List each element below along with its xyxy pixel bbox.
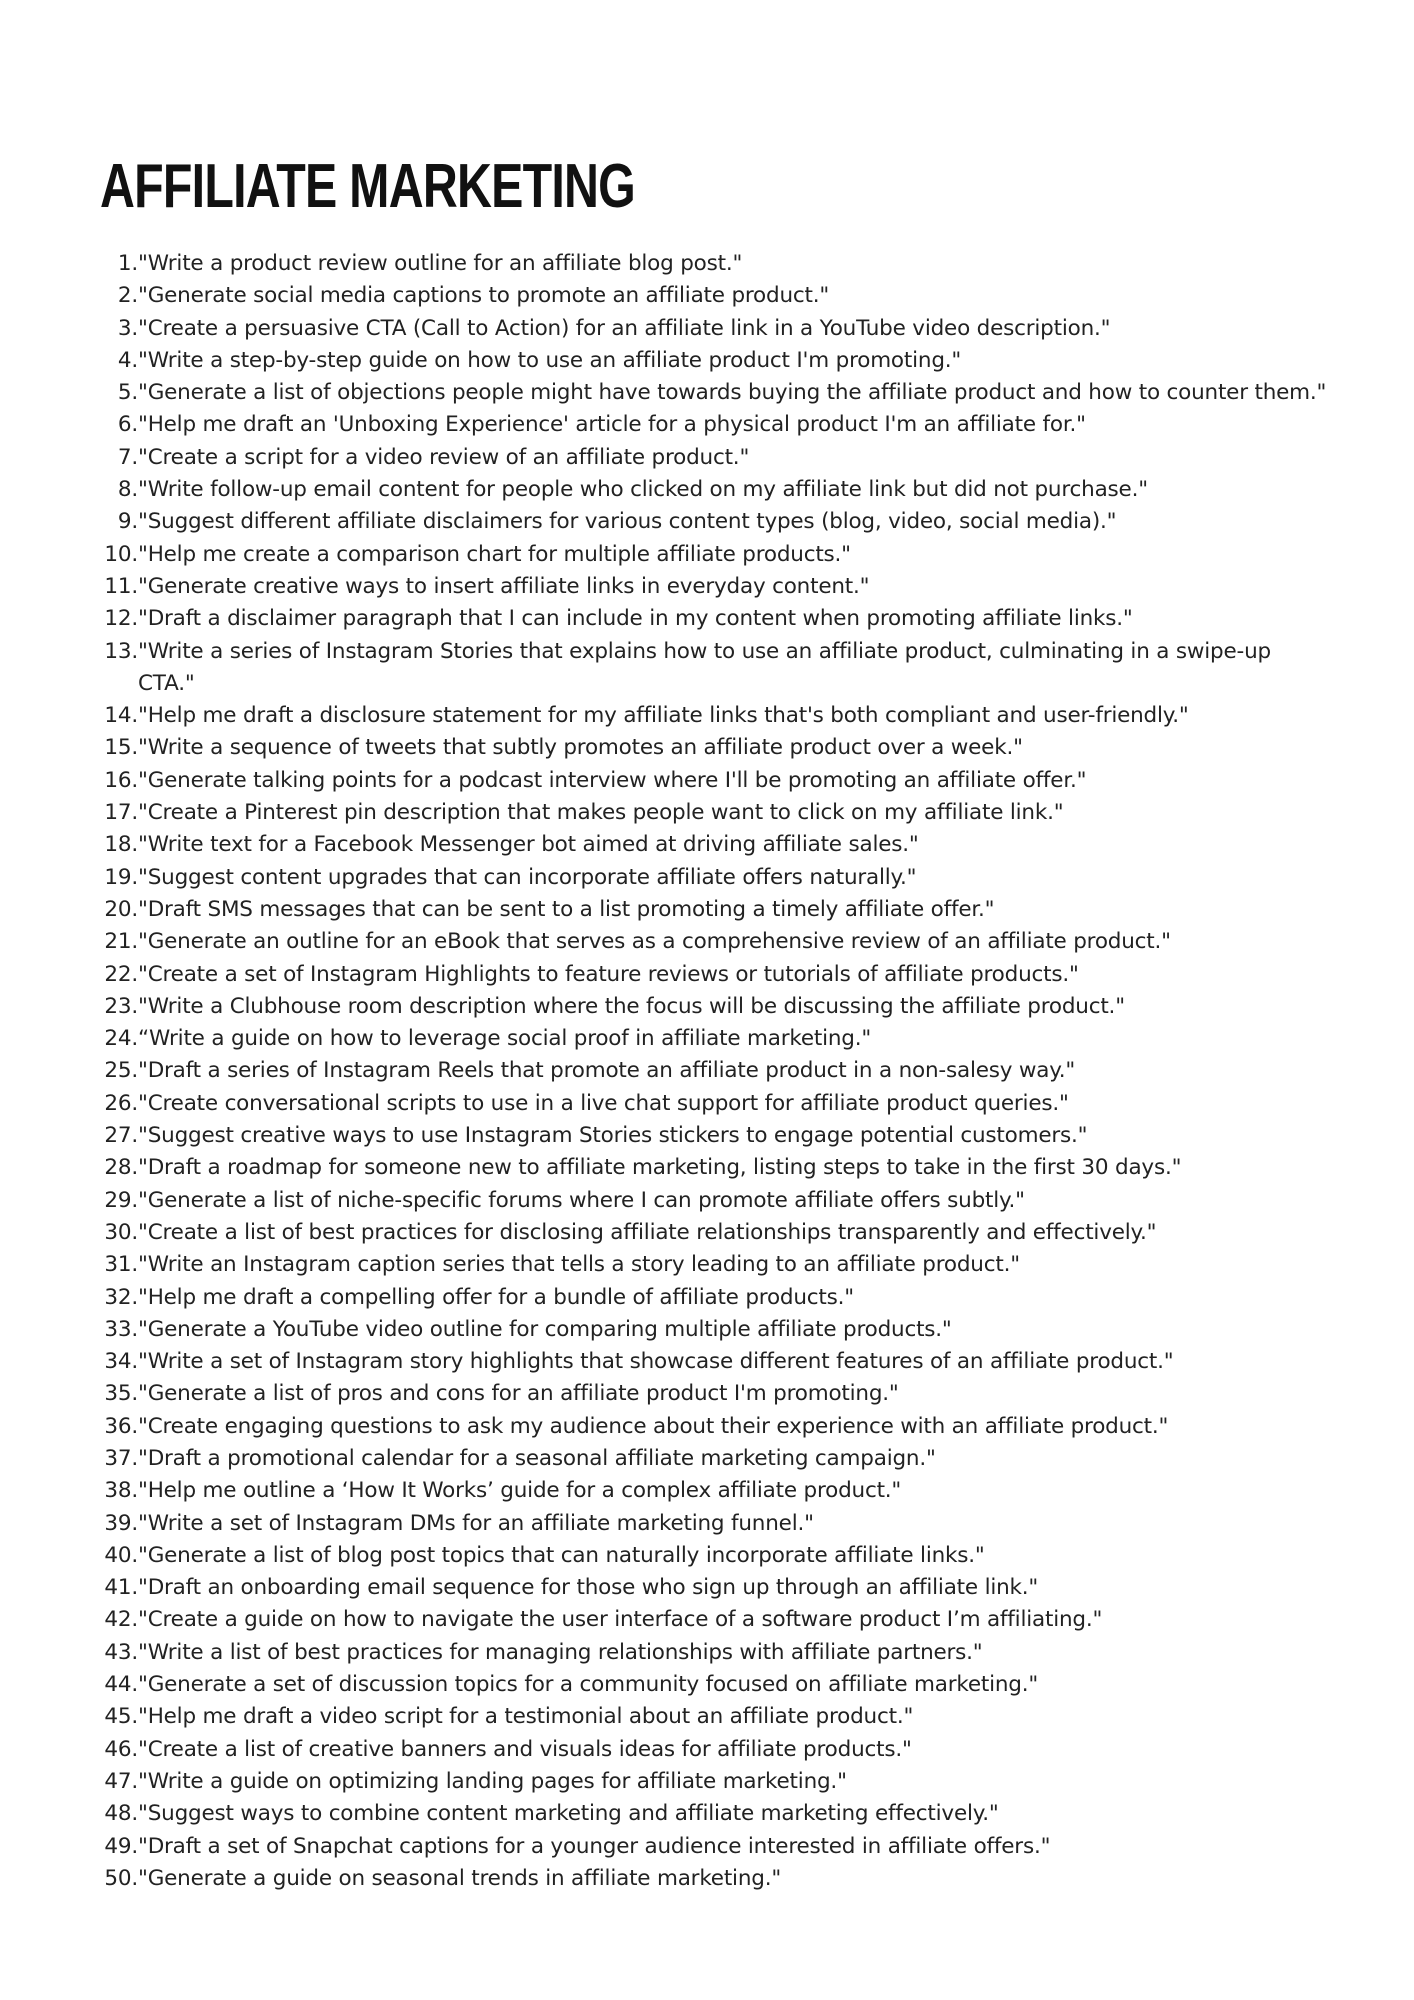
list-item-number: 43.: [104, 1639, 138, 1665]
list-item-number: 14.: [104, 703, 138, 729]
list-item-number: 25.: [104, 1058, 138, 1084]
list-item-number: 48.: [104, 1801, 138, 1827]
list-item-text: "Generate an outline for an eBook that serves as a comprehensive review of an affiliate product.": [138, 929, 1171, 955]
list-item-text: "Write a step-by-step guide on how to use an affiliate product I'm promoting.": [138, 347, 962, 373]
list-item-number: 23.: [104, 993, 138, 1019]
prompt-list: [100, 248, 1330, 1895]
list-item-number: 8.: [117, 477, 138, 503]
list-item-text: "Create a list of creative banners and visuals ideas for affiliate products.": [138, 1736, 912, 1762]
list-item: [100, 1798, 1330, 1830]
list-item-text: "Create a script for a video review of an affiliate product.": [138, 444, 750, 470]
list-item-number: 18.: [104, 832, 138, 858]
list-item-number: 17.: [104, 800, 138, 826]
list-item: [100, 1055, 1330, 1087]
list-item-text: "Generate social media captions to promote an affiliate product.": [138, 283, 830, 309]
list-item: [100, 409, 1330, 441]
list-item-number: 40.: [104, 1542, 138, 1568]
list-item-text: "Write a product review outline for an affiliate blog post.": [138, 251, 743, 276]
list-item-text: "Write a series of Instagram Stories that explains how to use an affiliate product, culminating in a swipe-up CTA.": [138, 638, 1271, 696]
list-item-number: 41.: [104, 1575, 138, 1601]
list-item-number: 50.: [104, 1865, 138, 1891]
list-item-text: "Generate a list of pros and cons for an affiliate product I'm promoting.": [138, 1381, 899, 1407]
list-item-number: 27.: [104, 1123, 138, 1149]
list-item-number: 4.: [117, 347, 138, 373]
list-item-text: "Create a Pinterest pin description that makes people want to click on my affiliate link.": [138, 800, 1064, 826]
page-title: AFFILIATE MARKETING: [100, 152, 635, 221]
list-item: [100, 280, 1330, 312]
list-item: [100, 1766, 1330, 1798]
list-item-number: 46.: [104, 1736, 138, 1762]
list-item: [100, 1120, 1330, 1152]
list-item: [100, 1411, 1330, 1443]
list-item-number: 16.: [104, 767, 138, 793]
list-item: [100, 991, 1330, 1023]
list-item-text: "Suggest different affiliate disclaimers for various content types (blog, video, social media).": [138, 509, 1117, 535]
list-item-number: 6.: [117, 412, 138, 438]
list-item-number: 44.: [104, 1672, 138, 1698]
list-item-text: "Create a guide on how to navigate the user interface of a software product I’m affiliating.": [138, 1607, 1103, 1633]
list-item: [100, 539, 1330, 571]
list-item: [100, 1282, 1330, 1314]
list-item: [100, 862, 1330, 894]
list-item-number: 47.: [104, 1768, 138, 1794]
list-item: [100, 1475, 1330, 1507]
list-item-text: "Generate a list of blog post topics that can naturally incorporate affiliate links.": [138, 1542, 985, 1568]
list-item: [100, 345, 1330, 377]
list-item: [100, 1863, 1330, 1895]
list-item: [100, 442, 1330, 474]
list-item: [100, 1669, 1330, 1701]
list-item-number: 49.: [104, 1833, 138, 1859]
list-item: [100, 1152, 1330, 1184]
list-item: [100, 248, 1330, 280]
list-item-text: "Create a list of best practices for disclosing affiliate relationships transparently and effectively.": [138, 1219, 1157, 1245]
list-item: [100, 603, 1330, 635]
list-item-text: "Write a sequence of tweets that subtly promotes an affiliate product over a week.": [138, 735, 1023, 761]
list-item: [100, 1572, 1330, 1604]
list-item: [100, 1540, 1330, 1572]
list-item: [100, 377, 1330, 409]
list-item-number: 32.: [104, 1284, 138, 1310]
list-item-text: "Suggest content upgrades that can incorporate affiliate offers naturally.": [138, 864, 917, 890]
list-item: [100, 506, 1330, 538]
list-item-number: 30.: [104, 1219, 138, 1245]
list-item-number: 13.: [104, 638, 138, 664]
list-item-text: "Help me draft an 'Unboxing Experience' article for a physical product I'm an affiliate for.": [138, 412, 1086, 438]
list-item-number: 2.: [117, 283, 138, 309]
list-item-text: "Draft a set of Snapchat captions for a younger audience interested in affiliate offers.": [138, 1833, 1051, 1859]
list-item-number: 35.: [104, 1381, 138, 1407]
list-item-text: "Write a Clubhouse room description where the focus will be discussing the affiliate product.": [138, 993, 1125, 1019]
list-item-text: "Help me outline a ‘How It Works’ guide for a complex affiliate product.": [138, 1478, 902, 1504]
list-item-text: "Suggest ways to combine content marketing and affiliate marketing effectively.": [138, 1801, 999, 1827]
list-item-number: 11.: [104, 573, 138, 599]
list-item: [100, 313, 1330, 345]
list-item: [100, 1023, 1330, 1055]
list-item-text: "Create conversational scripts to use in a live chat support for affiliate product queries.": [138, 1090, 1069, 1116]
list-item-number: 42.: [104, 1607, 138, 1633]
list-item-text: "Create a persuasive CTA (Call to Action) for an affiliate link in a YouTube video description.": [138, 315, 1111, 341]
list-item-number: 37.: [104, 1445, 138, 1471]
list-item-text: "Draft an onboarding email sequence for those who sign up through an affiliate link.": [138, 1575, 1039, 1601]
list-item-number: 28.: [104, 1155, 138, 1181]
list-item-text: "Create engaging questions to ask my audience about their experience with an affiliate product.": [138, 1413, 1169, 1439]
list-item: [100, 1346, 1330, 1378]
list-item-text: "Draft a roadmap for someone new to affiliate marketing, listing steps to take in the first 30 days.": [138, 1155, 1182, 1181]
list-item: [100, 765, 1330, 797]
list-item-text: "Generate talking points for a podcast interview where I'll be promoting an affiliate offer.": [138, 767, 1087, 793]
list-item-text: "Generate creative ways to insert affiliate links in everyday content.": [138, 573, 870, 599]
list-item-number: 12.: [104, 606, 138, 632]
list-item-number: 31.: [104, 1252, 138, 1278]
list-item-text: "Write a set of Instagram DMs for an affiliate marketing funnel.": [138, 1510, 814, 1536]
list-item-text: "Generate a list of objections people might have towards buying the affiliate product and how to counter them.": [138, 380, 1327, 406]
list-item: [100, 959, 1330, 991]
list-item: [100, 926, 1330, 958]
list-item: [100, 1637, 1330, 1669]
list-item-number: 39.: [104, 1510, 138, 1536]
list-item-text: "Generate a set of discussion topics for a community focused on affiliate marketing.": [138, 1672, 1039, 1698]
list-item-text: "Write an Instagram caption series that tells a story leading to an affiliate product.": [138, 1252, 1020, 1278]
list-item-text: "Create a set of Instagram Highlights to feature reviews or tutorials of affiliate products.": [138, 961, 1079, 987]
list-item-text: "Generate a guide on seasonal trends in affiliate marketing.": [138, 1865, 782, 1891]
list-item: [100, 1701, 1330, 1733]
list-item-number: 45.: [104, 1704, 138, 1730]
list-item-number: 9.: [117, 509, 138, 535]
list-item: [100, 1217, 1330, 1249]
list-item: [100, 1185, 1330, 1217]
list-item: [100, 636, 1330, 701]
list-item: [100, 1249, 1330, 1281]
list-item: [100, 700, 1330, 732]
list-item-text: "Suggest creative ways to use Instagram Stories stickers to engage potential customers.": [138, 1123, 1088, 1149]
list-item-number: 38.: [104, 1478, 138, 1504]
list-item-text: "Help me draft a video script for a testimonial about an affiliate product.": [138, 1704, 914, 1730]
list-item: [100, 797, 1330, 829]
list-item: [100, 732, 1330, 764]
list-item: [100, 474, 1330, 506]
list-item-text: "Write a guide on optimizing landing pages for affiliate marketing.": [138, 1768, 847, 1794]
list-item-text: "Generate a YouTube video outline for comparing multiple affiliate products.": [138, 1316, 952, 1342]
list-item-number: 3.: [117, 315, 138, 341]
list-item-number: 24.: [104, 1026, 138, 1052]
list-item-number: 21.: [104, 929, 138, 955]
list-item-number: 33.: [104, 1316, 138, 1342]
list-item-number: 36.: [104, 1413, 138, 1439]
list-item-text: "Generate a list of niche-specific forums where I can promote affiliate offers subtly.": [138, 1187, 1025, 1213]
list-item-number: 19.: [104, 864, 138, 890]
list-item: [100, 1508, 1330, 1540]
list-item: [100, 1831, 1330, 1863]
list-item-number: 29.: [104, 1187, 138, 1213]
list-item: [100, 894, 1330, 926]
list-item-number: 34.: [104, 1349, 138, 1375]
list-item: [100, 1314, 1330, 1346]
list-item-number: 10.: [104, 541, 138, 567]
list-item-number: 1.: [117, 251, 138, 276]
list-item-number: 20.: [104, 896, 138, 922]
list-item-text: "Write a set of Instagram story highlights that showcase different features of an affiliate product.": [138, 1349, 1174, 1375]
list-item-text: "Write a list of best practices for managing relationships with affiliate partners.": [138, 1639, 983, 1665]
list-item-number: 15.: [104, 735, 138, 761]
list-item: [100, 1443, 1330, 1475]
list-item-text: "Draft a series of Instagram Reels that promote an affiliate product in a non-salesy way.": [138, 1058, 1076, 1084]
list-item-number: 22.: [104, 961, 138, 987]
list-item: [100, 1604, 1330, 1636]
list-item: [100, 1088, 1330, 1120]
list-item-number: 26.: [104, 1090, 138, 1116]
list-item-text: "Help me draft a compelling offer for a bundle of affiliate products.": [138, 1284, 854, 1310]
list-item-text: "Draft a promotional calendar for a seasonal affiliate marketing campaign.": [138, 1445, 936, 1471]
list-item-text: "Write text for a Facebook Messenger bot aimed at driving affiliate sales.": [138, 832, 919, 858]
list-item-number: 7.: [117, 444, 138, 470]
list-item: [100, 1734, 1330, 1766]
list-item-text: “Write a guide on how to leverage social proof in affiliate marketing.": [138, 1026, 872, 1052]
list-item-text: "Draft SMS messages that can be sent to a list promoting a timely affiliate offer.": [138, 896, 995, 922]
list-item: [100, 1378, 1330, 1410]
list-item-text: "Draft a disclaimer paragraph that I can include in my content when promoting affiliate links.": [138, 606, 1133, 632]
list-item: [100, 829, 1330, 861]
list-item-number: 5.: [117, 380, 138, 406]
list-item: [100, 571, 1330, 603]
list-item-text: "Help me create a comparison chart for multiple affiliate products.": [138, 541, 851, 567]
list-item-text: "Write follow-up email content for people who clicked on my affiliate link but did not purchase.": [138, 477, 1148, 503]
list-item-text: "Help me draft a disclosure statement for my affiliate links that's both compliant and user-friendly.": [138, 703, 1189, 729]
